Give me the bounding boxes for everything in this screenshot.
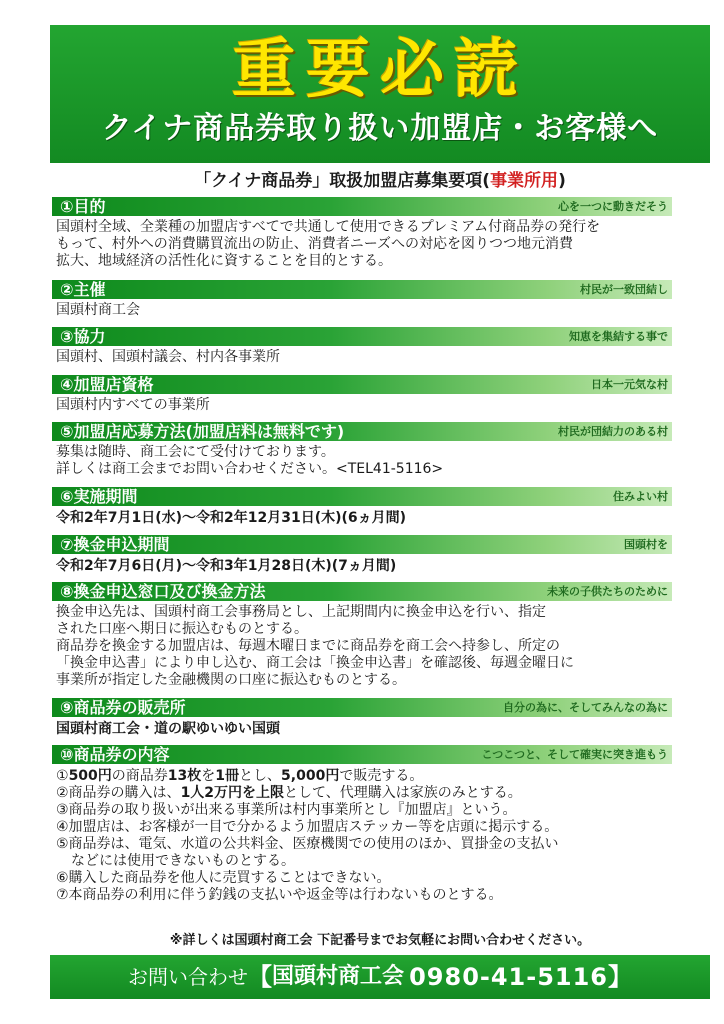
item-text: で販売する。 bbox=[339, 768, 424, 784]
list-item: ⑥購入した商品券を他人に売買することはできない。 bbox=[56, 870, 391, 886]
item-text: として、代理購入は家族のみとする。 bbox=[284, 785, 522, 801]
section-motto: 国頭村を bbox=[624, 538, 668, 551]
section-title: ⑦換金申込期間 bbox=[60, 535, 170, 554]
section-body-contents bbox=[56, 768, 680, 904]
section-body-organizer bbox=[56, 302, 680, 319]
footer-tel[interactable]: 0980-41-5116 bbox=[409, 963, 609, 991]
section-motto: 知恵を集結する事で bbox=[569, 330, 668, 343]
list-item: などには使用できないものとする。 bbox=[71, 853, 295, 869]
section-body-redeem-method bbox=[56, 604, 680, 689]
footer-bracket-close: 】 bbox=[608, 963, 633, 991]
header-main-title: 重要必読 bbox=[232, 33, 528, 107]
section-body-qualification bbox=[56, 397, 680, 414]
body-line: 国頭村全域、全業種の加盟店すべてで共通して使用できるプレミアム付商品券の発行を bbox=[56, 219, 601, 235]
section-title: ②主催 bbox=[60, 280, 106, 299]
section-bar-period bbox=[52, 487, 672, 506]
body-line: 「換金申込書」により申し込む、商工会は「換金申込書」を確認後、毎週金曜日に bbox=[56, 655, 574, 671]
body-line: 換金申込先は、国頭村商工会事務局とし、上記期間内に換金申込を行い、指定 bbox=[56, 604, 546, 620]
body-line: 国頭村内すべての事業所 bbox=[56, 397, 210, 413]
section-title: ⑤加盟店応募方法(加盟店料は無料です) bbox=[60, 422, 345, 441]
list-item bbox=[56, 785, 680, 802]
section-motto: 村民が一致団結し bbox=[580, 283, 668, 296]
section-title: ③協力 bbox=[60, 327, 106, 346]
item-prefix: ① bbox=[56, 768, 69, 784]
section-title: ⑩商品券の内容 bbox=[60, 745, 170, 764]
section-title: ①目的 bbox=[60, 197, 106, 216]
section-bar-application bbox=[52, 422, 672, 441]
body-line: もって、村外への消費購買流出の防止、消費者ニーズへの対応を図りつつ地元消費 bbox=[56, 236, 574, 252]
doc-title-red: 事業所用 bbox=[490, 171, 559, 191]
footer-contact-banner bbox=[50, 955, 710, 999]
section-bar-redeem-method bbox=[52, 582, 672, 601]
item-bold: 1冊 bbox=[215, 768, 240, 784]
section-body-sales bbox=[56, 721, 680, 738]
body-line: された口座へ期日に振込むものとする。 bbox=[56, 621, 308, 637]
item-bold: 1人2万円を上限 bbox=[180, 785, 285, 801]
footer-label: お問い合わせ bbox=[127, 965, 248, 989]
header-banner bbox=[50, 25, 710, 163]
section-motto: 村民が団結力のある村 bbox=[558, 425, 668, 438]
section-motto: 住みよい村 bbox=[613, 490, 668, 503]
section-bar-sales bbox=[52, 698, 672, 717]
list-item: ③商品券の取り扱いが出来る事業所は村内事業所とし『加盟店』という。 bbox=[56, 802, 517, 818]
section-body-purpose bbox=[56, 219, 680, 270]
section-motto: 自分の為に、そしてみんなの為に bbox=[503, 701, 668, 714]
body-line: 令和2年7月6日(月)～令和3年1月28日(木)(7ヵ月間) bbox=[56, 558, 397, 574]
section-bar-organizer bbox=[52, 280, 672, 299]
section-bar-cooperation bbox=[52, 327, 672, 346]
doc-title-part2: ) bbox=[558, 171, 566, 191]
section-title: ⑨商品券の販売所 bbox=[60, 698, 186, 717]
section-title: ⑥実施期間 bbox=[60, 487, 138, 506]
footer-org: 国頭村商工会 bbox=[271, 964, 404, 989]
item-bold: 500円 bbox=[68, 768, 112, 784]
section-bar-purpose bbox=[52, 197, 672, 216]
body-line: 事業所が指定した金融機関の口座に振込むものとする。 bbox=[56, 672, 406, 688]
list-item bbox=[56, 768, 680, 785]
section-title: ⑧換金申込窓口及び換金方法 bbox=[60, 582, 266, 601]
body-line: 令和2年7月1日(水)～令和2年12月31日(木)(6ヵ月間) bbox=[56, 510, 407, 526]
footer-bracket-open: 【 bbox=[247, 963, 272, 991]
section-bar-contents bbox=[52, 745, 672, 764]
body-line: 募集は随時、商工会にて受付けております。 bbox=[56, 444, 335, 460]
section-body-period bbox=[56, 510, 680, 527]
body-line: 詳しくは商工会までお問い合わせください。<TEL41-5116> bbox=[56, 461, 444, 477]
doc-title-part1: 「クイナ商品券」取扱加盟店募集要項( bbox=[194, 171, 491, 191]
section-body-redeem-period bbox=[56, 558, 680, 575]
body-line: 商品券を換金する加盟店は、毎週木曜日までに商品券を商工会へ持参し、所定の bbox=[56, 638, 560, 654]
section-bar-qualification bbox=[52, 375, 672, 394]
section-bar-redeem-period bbox=[52, 535, 672, 554]
item-text: の商品券 bbox=[111, 768, 168, 784]
body-line: 国頭村商工会 bbox=[56, 302, 140, 318]
item-text: とし、 bbox=[239, 768, 282, 784]
list-item: ④加盟店は、お客様が一目で分かるよう加盟店ステッカー等を店頭に掲示する。 bbox=[56, 819, 559, 835]
section-body-application bbox=[56, 444, 680, 478]
body-line: 拡大、地域経済の活性化に資することを目的とする。 bbox=[56, 253, 392, 269]
list-item: ⑦本商品券の利用に伴う釣銭の支払いや返金等は行わないものとする。 bbox=[56, 887, 503, 903]
doc-title bbox=[50, 168, 710, 194]
item-bold: 5,000円 bbox=[281, 768, 340, 784]
item-prefix: ②商品券の購入は、 bbox=[56, 785, 181, 801]
header-subtitle: クイナ商品券取り扱い加盟店・お客様へ bbox=[101, 111, 659, 146]
section-title: ④加盟店資格 bbox=[60, 375, 154, 394]
item-bold: 13枚 bbox=[167, 768, 202, 784]
body-line: 国頭村、国頭村議会、村内各事業所 bbox=[56, 349, 280, 365]
section-body-cooperation bbox=[56, 349, 680, 366]
body-line: 国頭村商工会・道の駅ゆいゆい国頭 bbox=[56, 721, 280, 737]
section-motto: 心を一つに動きだそう bbox=[558, 200, 668, 213]
section-motto: こつこつと、そして確実に突き進もう bbox=[481, 748, 668, 761]
item-text: を bbox=[201, 768, 216, 784]
section-motto: 日本一元気な村 bbox=[591, 378, 668, 391]
section-motto: 未来の子供たちのために bbox=[547, 585, 668, 598]
list-item: ⑤商品券は、電気、水道の公共料金、医療機関での使用のほか、買掛金の支払い bbox=[56, 836, 559, 852]
contact-note: ※詳しくは国頭村商工会 下記番号までお気軽にお問い合わせください。 bbox=[169, 933, 591, 948]
